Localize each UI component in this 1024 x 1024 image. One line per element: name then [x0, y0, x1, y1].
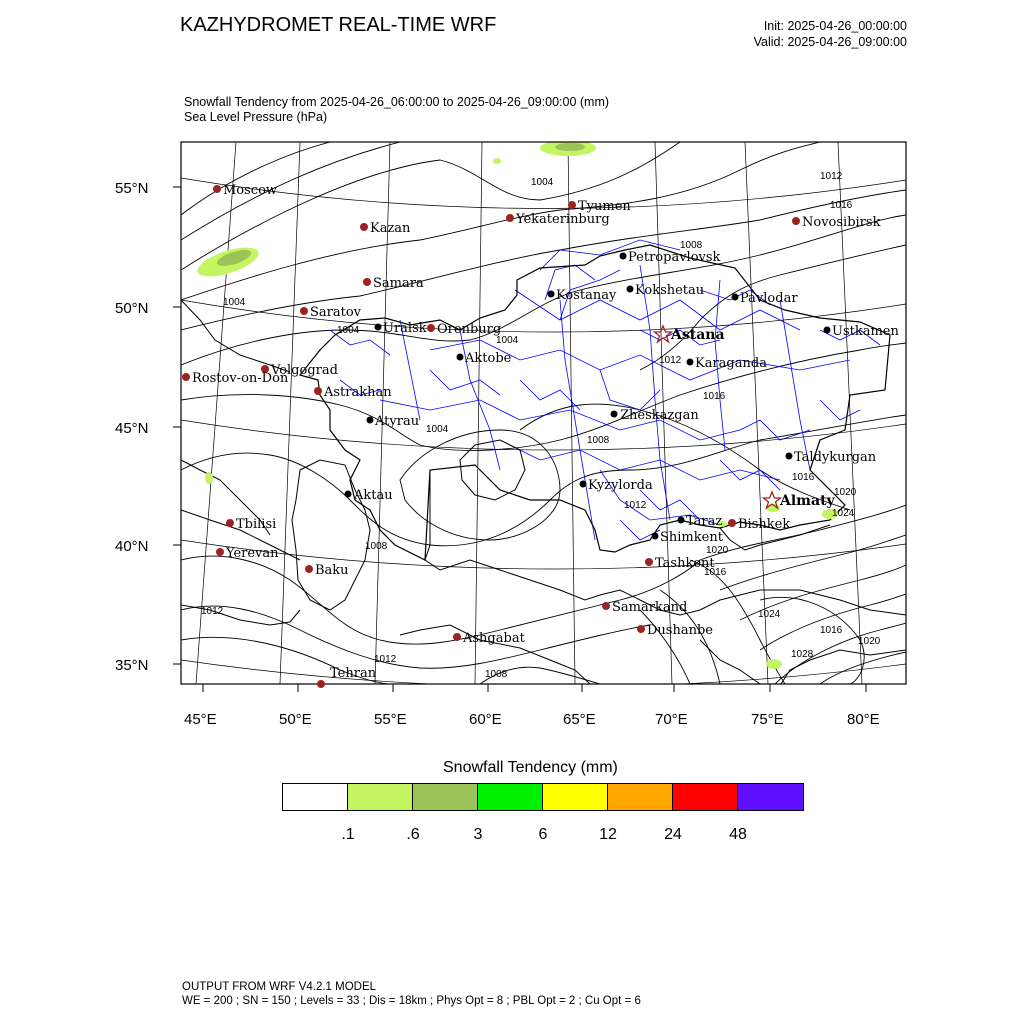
isobar-label: 1024: [758, 609, 781, 620]
lat-label: 40°N: [115, 538, 149, 555]
isobar-label: 1008: [680, 240, 703, 251]
isobar-label: 1020: [834, 487, 857, 498]
isobar-label: 1012: [624, 500, 647, 511]
lon-label: 60°E: [469, 711, 502, 728]
lat-label: 45°N: [115, 420, 149, 437]
city-atyrau: [367, 414, 420, 429]
isobar-label: 1028: [791, 649, 814, 660]
model-config: WE = 200 ; SN = 150 ; Levels = 33 ; Dis = 18km ; Phys Opt = 8 ; PBL Opt = 2 ; Cu Opt = 6: [182, 995, 641, 1007]
isobar-label: 1016: [830, 200, 853, 211]
latitude-labels: [115, 180, 149, 674]
city-label: Kyzylorda: [588, 478, 653, 493]
city-label: Tashkent: [655, 556, 715, 571]
city-yekaterinburg: [506, 212, 610, 227]
colorbar-bin: [673, 784, 738, 810]
city-label: Astrakhan: [324, 385, 392, 400]
city-saratov: [300, 305, 362, 320]
city-label: Dushanbe: [647, 623, 713, 638]
colorbar-label: 12: [599, 826, 617, 843]
lat-label: 50°N: [115, 300, 149, 317]
isobar-label: 1016: [704, 567, 727, 578]
isobar-label: 1020: [706, 545, 729, 556]
city-label: Bishkek: [738, 517, 791, 532]
lon-label: 80°E: [847, 711, 880, 728]
city-aktau: [345, 488, 393, 503]
lat-label: 55°N: [115, 180, 149, 197]
city-astrakhan: [314, 385, 392, 400]
colorbar-bin: [478, 784, 543, 810]
city-label: Samara: [373, 276, 424, 291]
city-novosibirsk: [792, 215, 881, 230]
capital-label: Almaty: [780, 493, 835, 509]
longitude-labels: [184, 711, 880, 728]
city-label: Orenburg: [437, 322, 502, 337]
city-label: Zheskazgan: [620, 408, 699, 423]
city-label: Aktobe: [465, 351, 512, 366]
snowfall-field-label: Snowfall Tendency from 2025-04-26_06:00:00 to 2025-04-26_09:00:00 (mm): [184, 95, 610, 109]
city-bishkek: [728, 517, 790, 532]
country-borders: [181, 300, 906, 684]
lon-label: 55°E: [374, 711, 407, 728]
city-label: Kostanay: [556, 288, 617, 303]
colorbar-title: Snowfall Tendency (mm): [443, 759, 618, 776]
city-kyzylorda: [580, 478, 653, 493]
city-label: Saratov: [310, 305, 362, 320]
colorbar-bin: [543, 784, 608, 810]
isobar-label: 1004: [531, 177, 554, 188]
isobar-label: 1004: [426, 424, 449, 435]
city-label: Taldykurgan: [794, 450, 877, 465]
lon-label: 45°E: [184, 711, 217, 728]
isobar-label: 1008: [587, 435, 610, 446]
city-label: Volgograd: [271, 363, 338, 378]
isobar-label: 1008: [485, 669, 508, 680]
city-label: Tehran: [330, 666, 377, 681]
city-label: Uralsk: [383, 321, 427, 336]
isobar-label: 1012: [201, 606, 224, 617]
city-moscow: [213, 183, 277, 198]
valid-time: Valid: 2025-04-26_09:00:00: [753, 35, 907, 49]
colorbar-label: 48: [729, 826, 747, 843]
colorbar-label: .6: [406, 826, 420, 843]
city-label: Moscow: [223, 183, 278, 198]
city-aktobe: [457, 351, 512, 366]
colorbar-bin: [608, 784, 673, 810]
colorbar-bin: [348, 784, 413, 810]
colorbar-bin: [283, 784, 348, 810]
model-footer: [182, 980, 641, 1008]
city-pavlodar: [732, 291, 799, 306]
isobar-label: 1004: [496, 335, 519, 346]
city-rostov-on-don: [182, 371, 289, 386]
isobar-label: 1012: [374, 654, 397, 665]
city-petropavlovsk: [620, 250, 721, 265]
colorbar-bin: [413, 784, 478, 810]
lon-label: 65°E: [563, 711, 596, 728]
city-shimkent: [652, 530, 724, 545]
isobar-label: 1016: [792, 472, 815, 483]
city-label: Karaganda: [695, 356, 767, 371]
city-label: Ustkamen: [832, 324, 899, 339]
lon-label: 50°E: [279, 711, 312, 728]
isobar-label: 1020: [858, 636, 881, 647]
city-label: Taraz: [686, 514, 723, 529]
city-label: Ashgabat: [463, 631, 525, 646]
city-karaganda: [687, 356, 768, 371]
city-almaty: [764, 492, 836, 509]
pressure-field-label: Sea Level Pressure (hPa): [184, 110, 328, 124]
city-label: Petropavlovsk: [628, 250, 721, 265]
city-label: Kokshetau: [635, 283, 705, 298]
isobar-label: 1012: [659, 355, 682, 366]
city-kokshetau: [627, 283, 705, 298]
colorbar-bin: [738, 784, 803, 810]
colorbar-label: 3: [473, 826, 483, 843]
chart-title: KAZHYDROMET REAL-TIME WRF: [180, 14, 497, 36]
city-tashkent: [645, 556, 715, 571]
city-label: Baku: [315, 563, 349, 578]
city-label: Aktau: [354, 488, 393, 503]
city-ustkamen: [824, 324, 900, 339]
city-label: Atyrau: [375, 414, 420, 429]
isobar-label: 1016: [703, 391, 726, 402]
model-version: OUTPUT FROM WRF V4.2.1 MODEL: [182, 981, 377, 993]
city-orenburg: [427, 322, 501, 337]
lon-label: 75°E: [751, 711, 784, 728]
isobar-label: 1004: [223, 297, 246, 308]
city-zheskazgan: [611, 408, 700, 423]
city-kostanay: [548, 288, 617, 303]
city-dushanbe: [637, 623, 713, 638]
city-label: Pavlodar: [740, 291, 798, 306]
lat-label: 35°N: [115, 657, 149, 674]
city-yerevan: [216, 546, 279, 561]
city-label: Samarkand: [612, 600, 688, 615]
city-label: Yekaterinburg: [516, 212, 610, 227]
isobar-label: 1004: [337, 325, 360, 336]
city-kazan: [360, 221, 411, 236]
capital-label: Astana: [671, 327, 725, 343]
city-samarkand: [602, 600, 687, 615]
city-label: Rostov-on-Don: [192, 371, 289, 386]
init-time: Init: 2025-04-26_00:00:00: [763, 19, 907, 33]
isobar-label: 1016: [820, 625, 843, 636]
colorbar-label: 24: [664, 826, 682, 843]
city-label: Shimkent: [660, 530, 723, 545]
city-baku: [305, 563, 349, 578]
city-tbilisi: [226, 517, 276, 532]
city-samara: [363, 276, 424, 291]
colorbar-label: 6: [538, 826, 548, 843]
isobar-label: 1008: [365, 541, 388, 552]
city-uralsk: [375, 321, 427, 336]
city-label: Kazan: [370, 221, 411, 236]
city-label: Novosibirsk: [802, 215, 881, 230]
isobar-label: 1012: [820, 171, 843, 182]
city-label: Yerevan: [226, 546, 279, 561]
city-astana: [655, 326, 725, 343]
city-label: Tbilisi: [236, 517, 277, 532]
city-label: Tyumen: [578, 199, 631, 214]
city-taldykurgan: [786, 450, 877, 465]
city-ashgabat: [453, 631, 526, 646]
colorbar: [282, 783, 804, 811]
lon-label: 70°E: [655, 711, 688, 728]
colorbar-label: .1: [341, 826, 355, 843]
isobar-label: 1024: [832, 508, 855, 519]
